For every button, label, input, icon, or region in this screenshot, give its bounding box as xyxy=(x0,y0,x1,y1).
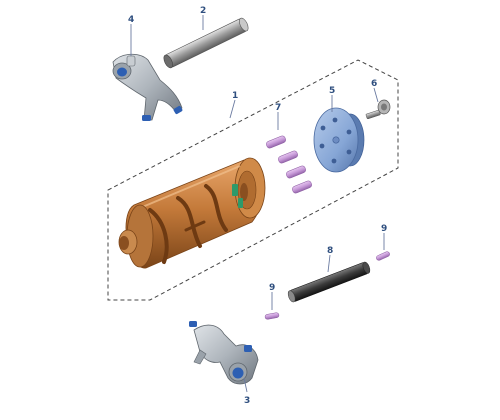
callout-2: 2 xyxy=(200,6,207,16)
callout-9-right: 9 xyxy=(381,224,388,234)
pin-9-right xyxy=(376,251,391,261)
pin-7c xyxy=(285,165,306,179)
callout-6: 6 xyxy=(371,79,378,89)
pins-set xyxy=(265,135,312,194)
segment-plate xyxy=(314,108,364,172)
pin-7d xyxy=(291,180,312,194)
callout-9-left: 9 xyxy=(269,283,276,293)
callout-1: 1 xyxy=(232,91,239,101)
pin-9-left xyxy=(265,312,280,319)
callout-4: 4 xyxy=(128,15,135,25)
fork-shaft-top xyxy=(162,17,250,69)
shift-fork-bottom xyxy=(189,321,258,384)
callout-5: 5 xyxy=(329,86,336,96)
callout-7: 7 xyxy=(275,103,282,113)
callout-3: 3 xyxy=(244,396,251,406)
shift-drum xyxy=(119,158,265,268)
pin-7a xyxy=(265,135,286,149)
bolt xyxy=(366,100,390,119)
callout-8: 8 xyxy=(327,246,334,256)
pin-7b xyxy=(277,150,298,164)
